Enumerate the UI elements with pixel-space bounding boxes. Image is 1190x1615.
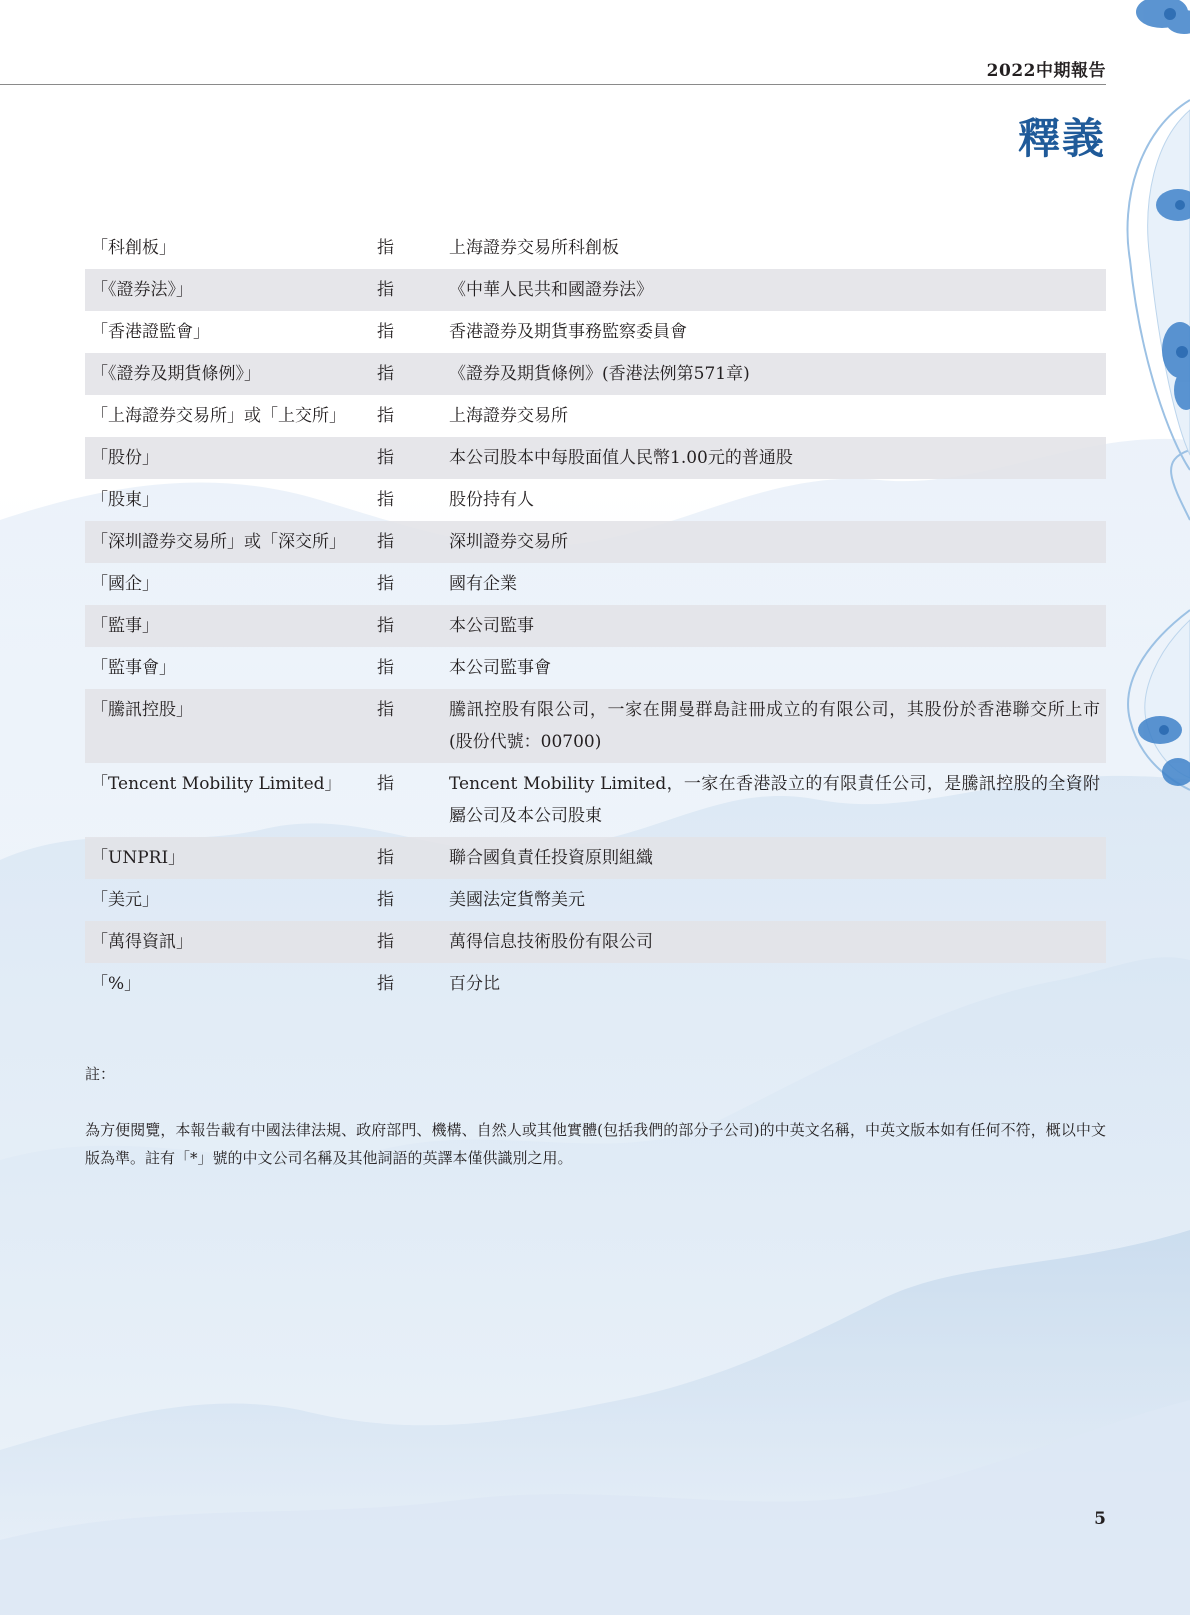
definition-row (85, 763, 1106, 837)
notes-label: 註： (85, 1065, 116, 1083)
definition-refers: 指 (377, 890, 394, 910)
definition-refers: 指 (377, 837, 443, 879)
definition-row (85, 395, 1106, 437)
definition-term: 「股份」 (85, 437, 377, 479)
definition-row (85, 563, 1106, 605)
definition-meaning: 深圳證券交易所 (443, 521, 1106, 563)
definition-row (85, 479, 1106, 521)
definition-term: 「股東」 (91, 490, 159, 510)
definition-refers: 指 (377, 238, 394, 258)
definition-term: 「美元」 (91, 890, 159, 910)
definition-refers: 指 (377, 921, 443, 963)
header-divider (0, 84, 1106, 85)
definition-term: 「監事會」 (91, 658, 176, 678)
definition-row (85, 921, 1106, 963)
definition-row (85, 353, 1106, 395)
report-title: 2022中期報告 (986, 61, 1106, 81)
definition-row (85, 437, 1106, 479)
definition-meaning: 股份持有人 (449, 490, 534, 510)
definition-term: 「《證券及期貨條例》」 (85, 353, 377, 395)
definition-row (85, 879, 1106, 921)
definition-meaning: 聯合國負責任投資原則組織 (443, 837, 1106, 879)
definition-term: 「騰訊控股」 (85, 689, 377, 763)
definition-term: 「國企」 (91, 574, 159, 594)
definition-refers: 指 (377, 574, 394, 594)
definition-refers: 指 (377, 353, 443, 395)
definition-term: 「監事」 (85, 605, 377, 647)
definition-meaning: 上海證券交易所科創板 (449, 238, 619, 258)
definition-row (85, 269, 1106, 311)
definition-row (85, 605, 1106, 647)
definition-term: 「上海證券交易所」或「上交所」 (91, 406, 346, 426)
definition-meaning: 香港證券及期貨事務監察委員會 (449, 322, 687, 342)
definition-meaning: 本公司監事會 (449, 658, 551, 678)
definition-term: 「香港證監會」 (91, 322, 210, 342)
definition-meaning: 《中華人民共和國證券法》 (443, 269, 1106, 311)
definition-term: 「深圳證券交易所」或「深交所」 (85, 521, 377, 563)
definition-meaning: Tencent Mobility Limited，一家在香港設立的有限責任公司，是騰訊控股的全資附屬公司及本公司股東 (449, 774, 1100, 826)
definition-meaning: 本公司股本中每股面值人民幣1.00元的普通股 (443, 437, 1106, 479)
definition-refers: 指 (377, 605, 443, 647)
definition-meaning: 騰訊控股有限公司，一家在開曼群島註冊成立的有限公司，其股份於香港聯交所上市(股份代號：00700) (443, 689, 1106, 763)
definition-row (85, 227, 1106, 269)
definition-row (85, 311, 1106, 353)
definition-term: 「%」 (91, 974, 142, 994)
definition-row (85, 963, 1106, 1005)
definition-meaning: 萬得信息技術股份有限公司 (443, 921, 1106, 963)
definition-row (85, 837, 1106, 879)
definition-term: 「萬得資訊」 (85, 921, 377, 963)
definition-meaning: 《證券及期貨條例》(香港法例第571章) (443, 353, 1106, 395)
definition-row (85, 521, 1106, 563)
definition-refers: 指 (377, 689, 443, 763)
definition-refers: 指 (377, 774, 394, 794)
definitions-table (85, 227, 1106, 1005)
definition-row (85, 689, 1106, 763)
definition-term: 「Tencent Mobility Limited」 (91, 774, 342, 794)
definition-refers: 指 (377, 406, 394, 426)
definition-meaning: 上海證券交易所 (449, 406, 568, 426)
definition-term: 「《證券法》」 (85, 269, 377, 311)
definition-term: 「科創板」 (91, 238, 176, 258)
definition-refers: 指 (377, 490, 394, 510)
definition-refers: 指 (377, 974, 394, 994)
definition-term: 「UNPRI」 (85, 837, 377, 879)
definition-meaning: 國有企業 (449, 574, 517, 594)
section-title: 釋義 (1017, 114, 1106, 163)
definition-meaning: 本公司監事 (443, 605, 1106, 647)
definition-meaning: 美國法定貨幣美元 (449, 890, 585, 910)
notes-text: 為方便閱覽，本報告載有中國法律法規、政府部門、機構、自然人或其他實體(包括我們的部分子公司)的中英文名稱，中英文版本如有任何不符，概以中文版為準。註有「*」號的中文公司名稱及其他詞語的英譯本僅供識別之用。 (85, 1121, 1106, 1167)
definition-refers: 指 (377, 658, 394, 678)
definition-meaning: 百分比 (449, 974, 500, 994)
definition-row (85, 647, 1106, 689)
definition-refers: 指 (377, 521, 443, 563)
definition-refers: 指 (377, 322, 394, 342)
definition-refers: 指 (377, 437, 443, 479)
page-number: 5 (1094, 1509, 1106, 1529)
definition-refers: 指 (377, 269, 443, 311)
